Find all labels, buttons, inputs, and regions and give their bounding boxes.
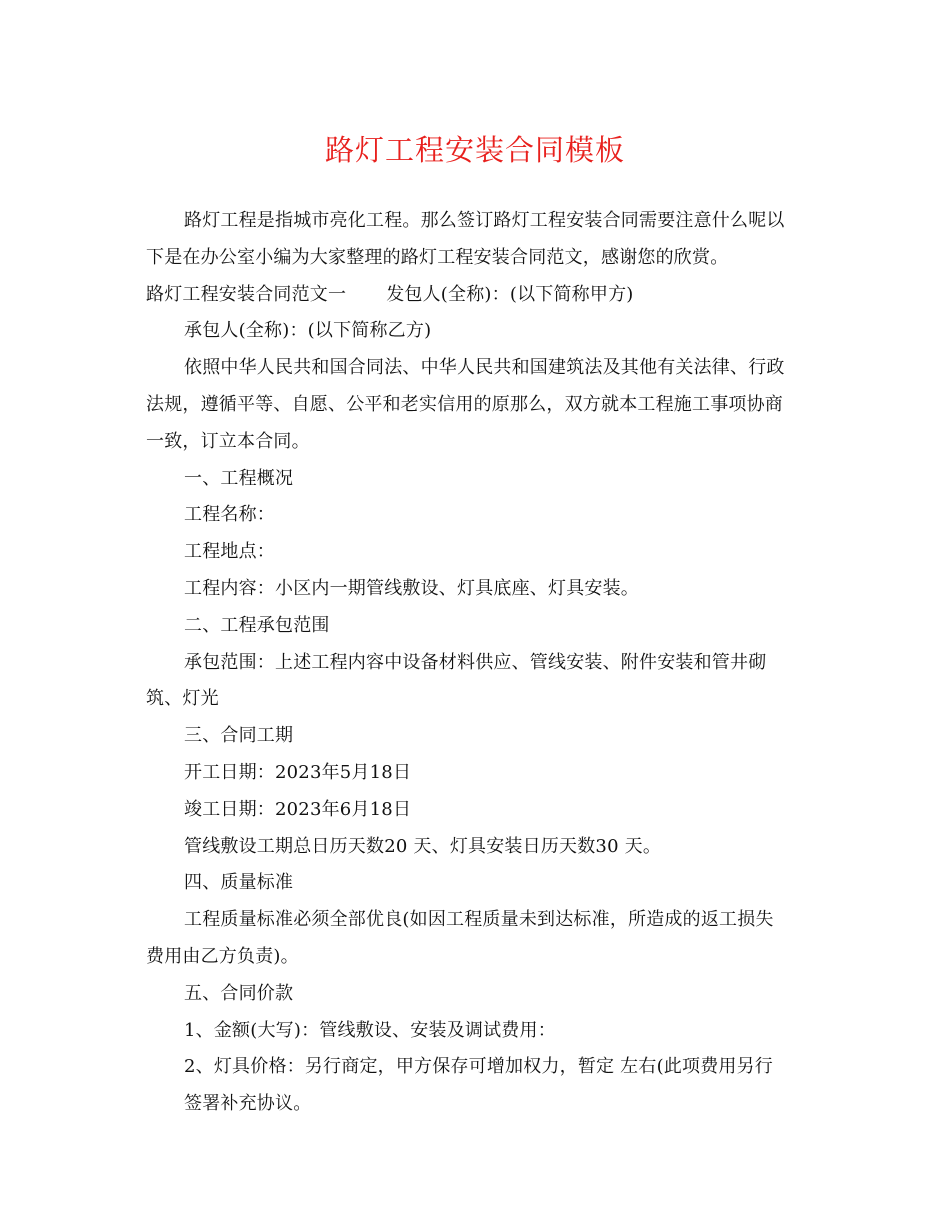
section-2-heading: 二、工程承包范围 (184, 614, 330, 636)
start-date: 开工日期：2023年5月18日 (184, 761, 412, 783)
intro-line-2: 下是在办公室小编为大家整理的路灯工程安装合同范文，感谢您的欣赏。 (146, 246, 729, 268)
project-name: 工程名称： (184, 504, 275, 526)
sample-heading-line (146, 277, 806, 314)
project-location: 工程地点： (184, 541, 275, 563)
end-date: 竣工日期：2023年6月18日 (184, 798, 412, 820)
basis-line-3: 一致，订立本合同。 (146, 430, 310, 452)
price-item-2-line-1: 2、灯具价格：另行商定，甲方保存可增加权力，暂定 左右(此项费用另行 (184, 1056, 773, 1078)
section-4-heading: 四、质量标准 (184, 872, 294, 894)
document-body (146, 203, 806, 1123)
duration: 管线敷设工期总日历天数20 天、灯具安装日历天数30 天。 (184, 835, 662, 857)
price-item-2-line-2: 签署补充协议。 (184, 1093, 312, 1115)
basis-line-2: 法规，遵循平等、自愿、公平和老实信用的原那么，双方就本工程施工事项协商 (146, 393, 783, 415)
sample-heading: 路灯工程安装合同范文一 (146, 283, 347, 305)
section-3-heading: 三、合同工期 (184, 725, 294, 747)
quality-line-2: 费用由乙方负责)。 (146, 945, 299, 967)
basis-line-1: 依照中华人民共和国合同法、中华人民共和国建筑法及其他有关法律、行政 (184, 357, 785, 379)
scope-line-1: 承包范围：上述工程内容中设备材料供应、管线安装、附件安装和管井砌 (184, 651, 767, 673)
document-title: 路灯工程安装合同模板 (324, 133, 625, 167)
party-a: 发包人(全称)：(以下简称甲方) (386, 283, 634, 305)
party-b: 承包人(全称)：(以下简称乙方) (184, 320, 432, 342)
project-content: 工程内容：小区内一期管线敷设、灯具底座、灯具安装。 (184, 577, 639, 599)
price-item-1: 1、金额(大写)：管线敷设、安装及调试费用： (184, 1019, 556, 1041)
section-5-heading: 五、合同价款 (184, 982, 294, 1004)
quality-line-1: 工程质量标准必须全部优良(如因工程质量未到达标准，所造成的返工损失 (184, 909, 774, 931)
intro-line-1: 路灯工程是指城市亮化工程。那么签订路灯工程安装合同需要注意什么呢以 (184, 210, 785, 231)
scope-line-2: 筑、灯光 (146, 688, 219, 710)
section-1-heading: 一、工程概况 (184, 467, 294, 489)
